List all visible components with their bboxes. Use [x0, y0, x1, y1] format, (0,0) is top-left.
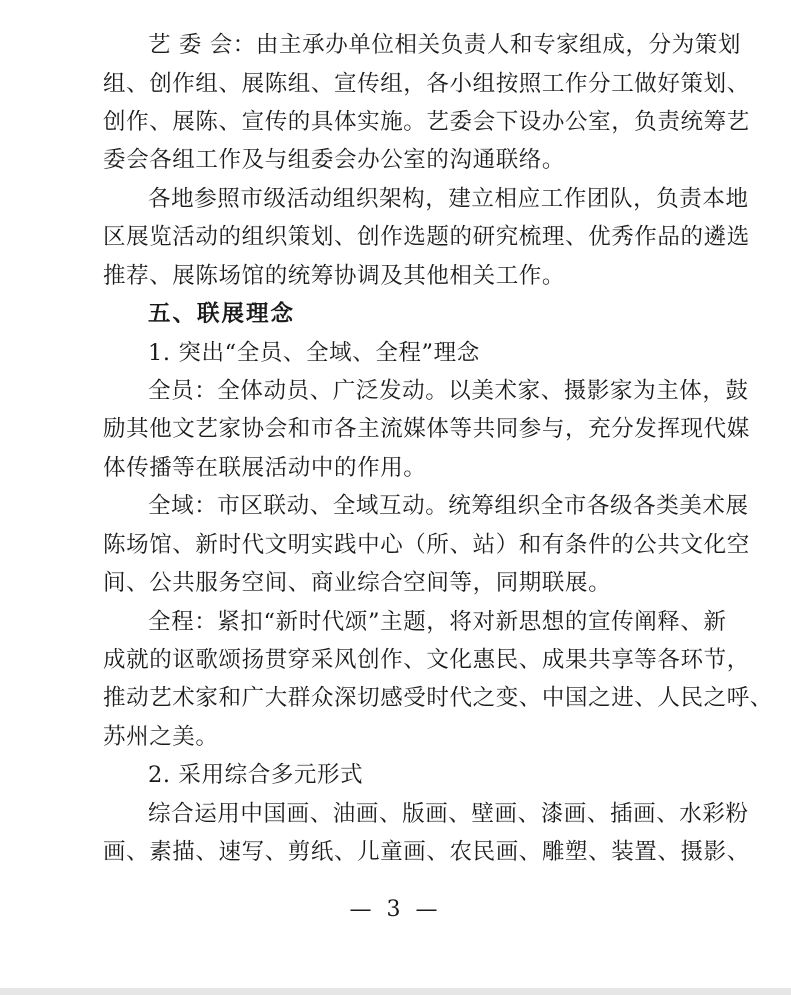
text-line-19: 苏州之美。 [103, 724, 219, 750]
text-line-16: 全程：紧扣“新时代颂”主题，将对新思想的宣传阐释、新 [148, 609, 727, 635]
text-line-21: 综合运用中国画、油画、版画、壁画、漆画、插画、水彩粉 [148, 801, 749, 827]
text-line-22: 画、素描、速写、剪纸、儿童画、农民画、雕塑、装置、摄影、 [103, 839, 750, 865]
text-line-10: 全员：全体动员、广泛发动。以美术家、摄影家为主体，鼓 [148, 378, 749, 404]
text-line-6: 区展览活动的组织策划、创作选题的研究梳理、优秀作品的遴选 [103, 224, 750, 250]
subsection-heading-2: 2. 采用综合多元形式 [148, 762, 364, 788]
text-line-18: 推动艺术家和广大群众深切感受时代之变、中国之进、人民之呼、 [103, 685, 773, 711]
text-line-1: 艺 委 会：由主承办单位相关负责人和专家组成，分为策划 [148, 32, 742, 58]
page-number: — 3 — [349, 897, 442, 922]
text-line-4: 委会各组工作及与组委会办公室的沟通联络。 [103, 147, 566, 173]
text-line-3: 创作、展陈、宣传的具体实施。艺委会下设办公室，负责统筹艺 [103, 109, 750, 135]
text-line-11: 励其他文艺家协会和市各主流媒体等共同参与，充分发挥现代媒 [103, 416, 750, 442]
subsection-heading-1: 1. 突出“全员、全域、全程”理念 [148, 340, 480, 366]
text-line-14: 陈场馆、新时代文明实践中心（所、站）和有条件的公共文化空 [103, 532, 750, 558]
text-line-2: 组、创作组、展陈组、宣传组，各小组按照工作分工做好策划、 [103, 71, 750, 97]
text-line-7: 推荐、展陈场馆的统筹协调及其他相关工作。 [103, 263, 566, 289]
text-line-17: 成就的讴歌颂扬贯穿采风创作、文化惠民、成果共享等各环节， [103, 647, 750, 673]
section-heading: 五、联展理念 [148, 301, 296, 327]
bottom-scan-edge [0, 988, 791, 995]
text-line-13: 全域：市区联动、全域互动。统筹组织全市各级各类美术展 [148, 493, 749, 519]
text-line-12: 体传播等在联展活动中的作用。 [103, 455, 427, 481]
text-line-5: 各地参照市级活动组织架构，建立相应工作团队，负责本地 [148, 186, 749, 212]
text-line-15: 间、公共服务空间、商业综合空间等，同期联展。 [103, 570, 612, 596]
